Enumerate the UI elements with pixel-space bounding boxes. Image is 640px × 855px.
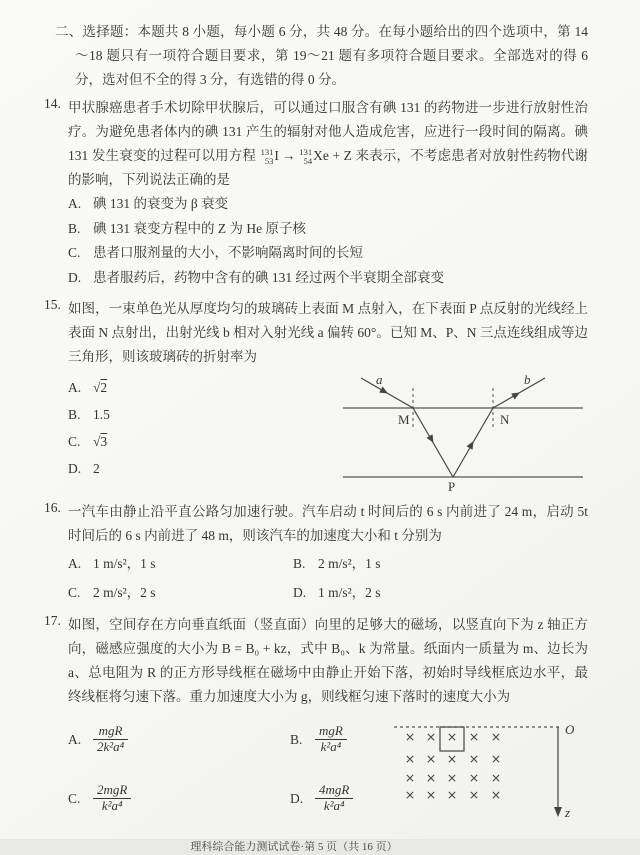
q15-option-c (68, 428, 338, 455)
field-into-page-cross: × (425, 787, 437, 802)
field-into-page-cross: × (490, 751, 502, 766)
ray-arrowhead (426, 434, 436, 444)
field-into-page-cross: × (446, 770, 458, 785)
section-instructions: 选择题：本题共 8 小题，每小题 6 分，共 48 分。在每小题给出的四个选项中，第 14～18 题只有一项符合题目要求，第 19～21 题有多项符合题目要求。全部选对的得 6 分，选对但不全的得 3 分，有选错的得 0 分。 (75, 24, 589, 87)
option-letter: B. (68, 220, 81, 236)
iodine-atomic-number: 53 (264, 156, 274, 166)
question-17 (44, 613, 588, 823)
isotope-xenon-131 (299, 148, 312, 167)
q17-option-a (68, 715, 290, 764)
option-text: 患者服药后，药物中含有的碘 131 经过两个半衰期全部衰变 (93, 269, 444, 285)
q16-option-c (68, 581, 293, 606)
option-text: 2 m/s²，1 s (318, 556, 381, 571)
magnetic-field-diagram (388, 715, 588, 823)
field-into-page-cross: × (425, 751, 437, 766)
xenon-atomic-number: 54 (303, 156, 313, 166)
question-14-number: 14. (44, 96, 61, 111)
question-16-number: 16. (44, 500, 61, 515)
ray-arrowhead (511, 389, 521, 399)
field-into-page-cross: × (425, 729, 437, 744)
question-14-text (68, 96, 588, 192)
page-footer: 理科综合能力测试试卷·第 5 页（共 16 页） (190, 841, 398, 853)
question-17-text: 如图，空间存在方向垂直纸面（竖直面）向里的足够大的磁场，以竖直向下为 z 轴正方向，磁感应强度的大小为 B = B₀ + kz，式中 B₀、k 为常量。纸面内一质量为 m、边长为 a、总电阻为 R 的正方形导线框在磁场中由静止开始下落，初始时导线框底边水平，最终线框将匀速下落。重力加速度大小为 g，则线框匀速下落时的速度大小为 (68, 617, 588, 704)
q17-options-and-diagram (68, 715, 588, 823)
option-letter: B. (293, 556, 306, 571)
fraction (93, 724, 128, 755)
q15-option-b (68, 401, 338, 428)
isotope-iodine-131 (261, 148, 274, 167)
question-16-text: 一汽车由静止沿平直公路匀加速行驶。汽车启动 t 时间后的 6 s 内前进了 24 m，启动 5t 时间后的 6 s 内前进了 48 m，则该汽车的加速度大小和 t 分别为 (68, 504, 588, 543)
ray-arrowhead (379, 386, 389, 396)
fraction-numerator: mgR (315, 724, 347, 740)
label-origin-O: O (565, 722, 575, 737)
q16-option-b (293, 552, 588, 577)
question-15-number: 15. (44, 297, 61, 312)
q16-options (68, 552, 588, 605)
option-text: 1.5 (93, 407, 110, 422)
label-point-N: N (500, 412, 510, 427)
q17-options (68, 715, 388, 823)
q14-option-c (68, 241, 588, 266)
radicand: 3 (100, 434, 108, 449)
q16-option-d (293, 581, 588, 606)
field-cross-grid (405, 729, 501, 802)
question-16 (44, 500, 588, 605)
option-letter: B. (290, 731, 303, 747)
z-axis-arrowhead (554, 807, 562, 817)
option-text: 1 m/s²，1 s (93, 556, 156, 571)
q14-option-a (68, 192, 588, 217)
field-into-page-cross: × (490, 729, 502, 744)
field-into-page-cross: × (404, 787, 416, 802)
radicand: 2 (100, 380, 108, 395)
q17-option-c (68, 774, 290, 823)
question-14 (44, 96, 589, 290)
q16-option-a (68, 552, 293, 577)
fraction-denominator: k²a⁴ (101, 798, 123, 813)
field-into-page-cross: × (468, 751, 480, 766)
option-letter: B. (68, 407, 81, 422)
option-letter: C. (68, 245, 81, 260)
option-text: 患者口服剂量的大小，不影响隔离时间的长短 (93, 245, 363, 260)
fraction (315, 783, 353, 814)
label-axis-z: z (565, 805, 571, 820)
q15-options-and-diagram (68, 374, 588, 492)
q17-option-b (290, 715, 388, 764)
field-into-page-cross: × (446, 729, 458, 744)
field-into-page-cross: × (468, 787, 480, 802)
section-marker: 二、 (55, 24, 83, 39)
option-letter: D. (68, 269, 82, 285)
label-point-P: P (448, 479, 456, 494)
field-into-page-cross: × (404, 729, 416, 744)
section-header (55, 20, 589, 92)
option-letter: A. (68, 196, 82, 211)
option-letter: A. (68, 380, 82, 395)
iodine-symbol: I (274, 148, 279, 163)
ray-arrowhead (466, 439, 476, 449)
option-text: 碘 131 衰变方程中的 Z 为 He 原子核 (93, 220, 306, 236)
option-letter: C. (68, 790, 81, 806)
field-into-page-cross: × (490, 770, 502, 785)
sqrt-sign: √ (93, 380, 101, 395)
field-into-page-cross: × (404, 751, 416, 766)
option-letter: C. (68, 434, 81, 449)
iodine-mass-number: 131 (260, 146, 274, 157)
option-letter: C. (68, 584, 81, 600)
fraction-numerator: mgR (93, 724, 128, 740)
q14-text-before-equation: 甲状腺癌患者手术切除甲状腺后，可以通过口服含有碘 131 的药物进一步进行放射性治疗。为避免患者体内的碘 131 产生的辐射对他人造成危害，应进行一段时间的隔离。碘 131 发生衰变的过程可以用方程 (68, 100, 588, 163)
fraction-numerator: 2mgR (93, 783, 131, 799)
option-text: 1 m/s²，2 s (318, 584, 381, 600)
fraction-numerator: 4mgR (315, 783, 353, 799)
field-into-page-cross: × (468, 770, 480, 785)
option-letter: D. (68, 461, 82, 476)
field-into-page-cross: × (446, 787, 458, 802)
option-letter: A. (68, 731, 82, 747)
fraction-denominator: k²a⁴ (320, 739, 342, 754)
q17-option-d (290, 774, 388, 823)
question-15-text: 如图，一束单色光从厚度均匀的玻璃砖上表面 M 点射入，在下表面 P 点反射的光线经上表面 N 点射出，出射光线 b 相对入射光线 a 偏转 60°。已知 M、P、N 三点连线组成等边三角形，则该玻璃砖的折射率为 (68, 301, 588, 364)
glass-brick-light-diagram (338, 374, 588, 492)
option-text: 2 m/s²，2 s (93, 584, 156, 600)
option-text: 2 (93, 461, 100, 476)
field-into-page-cross: × (446, 751, 458, 766)
q14-option-b (68, 217, 588, 242)
field-into-page-cross: × (490, 787, 502, 802)
q15-option-d (68, 455, 338, 482)
field-into-page-cross: × (468, 729, 480, 744)
option-letter: D. (293, 584, 307, 600)
label-point-M: M (398, 412, 410, 427)
option-letter: A. (68, 556, 82, 571)
fraction-denominator: k²a⁴ (323, 798, 345, 813)
xenon-mass-number: 131 (299, 146, 313, 157)
fraction-denominator: 2k²a⁴ (97, 739, 125, 754)
field-into-page-cross: × (404, 770, 416, 785)
fraction (315, 724, 347, 755)
refracted-ray-MP (413, 408, 453, 477)
q14-option-d (68, 266, 588, 291)
q15-options (68, 374, 338, 492)
question-17-number: 17. (44, 613, 61, 628)
fraction (93, 783, 131, 814)
decay-arrow: → (281, 148, 296, 163)
q14-text-after-equation: + Z 来表示，不考虑患者对放射性药物代谢的影响，下列说法正确的是 (68, 148, 589, 187)
xenon-symbol: Xe (313, 148, 329, 163)
field-into-page-cross: × (425, 770, 437, 785)
option-text: 碘 131 的衰变为 β 衰变 (93, 196, 229, 211)
option-letter: D. (290, 790, 304, 806)
label-ray-b: b (524, 372, 531, 387)
question-15 (44, 297, 588, 494)
sqrt-sign: √ (93, 434, 101, 449)
label-ray-a: a (376, 372, 383, 387)
q15-option-a (68, 374, 338, 401)
